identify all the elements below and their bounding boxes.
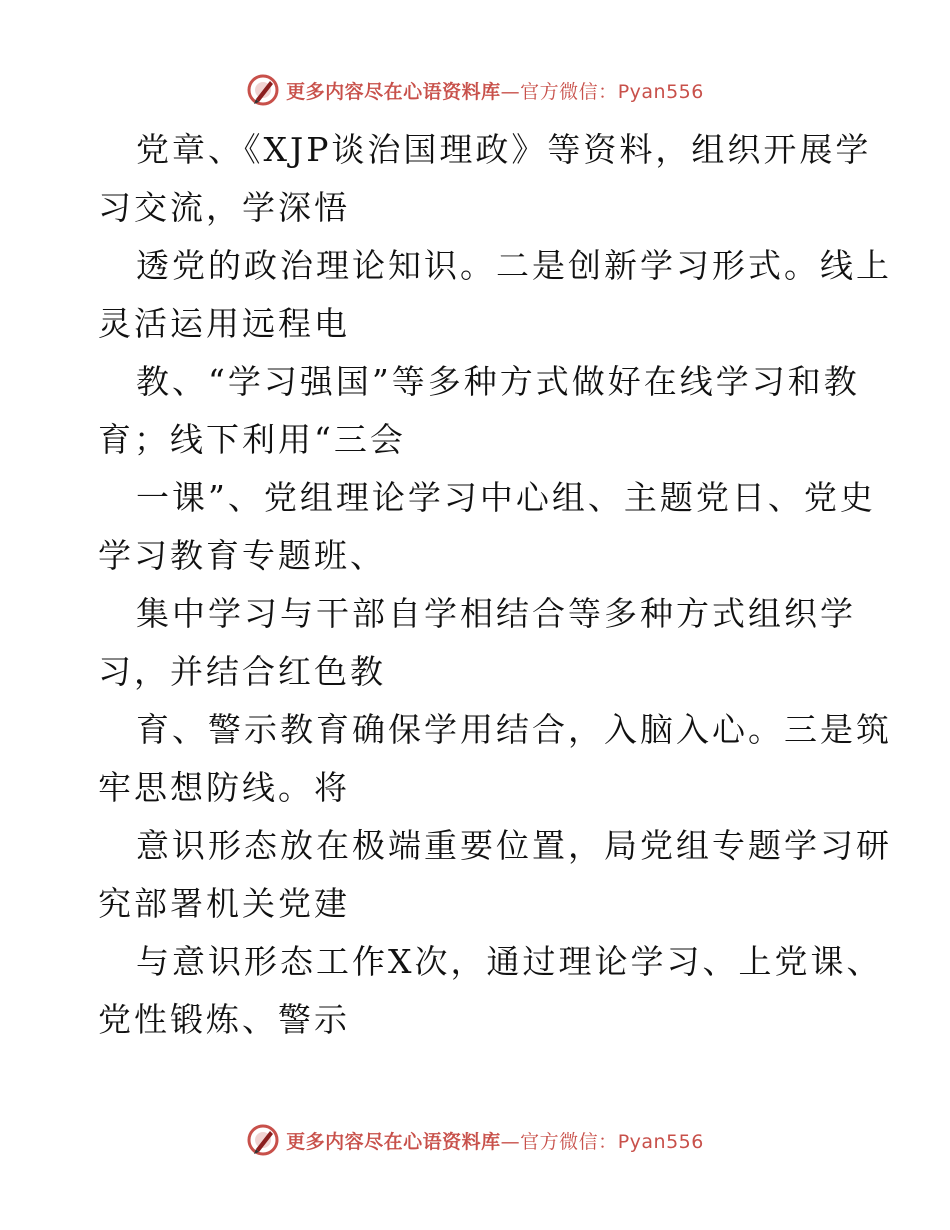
body-line: 意识形态放在极端重要位置，局党组专题学习研 <box>136 826 892 865</box>
body-line: 党章、《XJP谈治国理政》等资料，组织开展学 <box>136 130 872 169</box>
pen-logo-icon <box>246 1123 280 1157</box>
body-line: 习，并结合红色教 <box>98 652 386 691</box>
body-line: 究部署机关党建 <box>98 884 350 923</box>
body-line: 一课”、党组理论学习中心组、主题党日、党史 <box>136 478 876 517</box>
footer-wechat-id: Pyan556 <box>617 1130 704 1153</box>
body-line: 党性锻炼、警示 <box>98 1000 350 1039</box>
footer-banner <box>0 1120 950 1160</box>
document-body <box>98 121 892 1049</box>
body-line: 学习教育专题班、 <box>98 536 386 575</box>
body-line: 透党的政治理论知识。二是创新学习形式。线上 <box>136 246 892 285</box>
body-line: 牢思想防线。将 <box>98 768 350 807</box>
body-line: 习交流，学深悟 <box>98 188 350 227</box>
header-dash: — <box>500 80 521 103</box>
header-official-label: 官方微信： <box>520 80 618 103</box>
header-wechat-id: Pyan556 <box>617 80 704 103</box>
footer-lead-text: 更多内容尽在心语资料库 <box>286 1130 501 1153</box>
body-line: 育、警示教育确保学用结合，入脑入心。三是筑 <box>136 710 892 749</box>
body-line: 育；线下利用“三会 <box>98 420 406 459</box>
body-line: 教、“学习强国”等多种方式做好在线学习和教 <box>136 362 860 401</box>
body-line: 灵活运用远程电 <box>98 304 350 343</box>
footer-official-label: 官方微信： <box>520 1130 618 1153</box>
pen-logo-icon <box>246 73 280 107</box>
footer-banner-text <box>286 1127 704 1154</box>
body-line: 与意识形态工作X次，通过理论学习、上党课、 <box>136 942 883 981</box>
header-banner-text <box>286 77 704 104</box>
header-banner <box>0 70 950 110</box>
footer-dash: — <box>500 1130 521 1153</box>
body-line: 集中学习与干部自学相结合等多种方式组织学 <box>136 594 856 633</box>
header-lead-text: 更多内容尽在心语资料库 <box>286 80 501 103</box>
